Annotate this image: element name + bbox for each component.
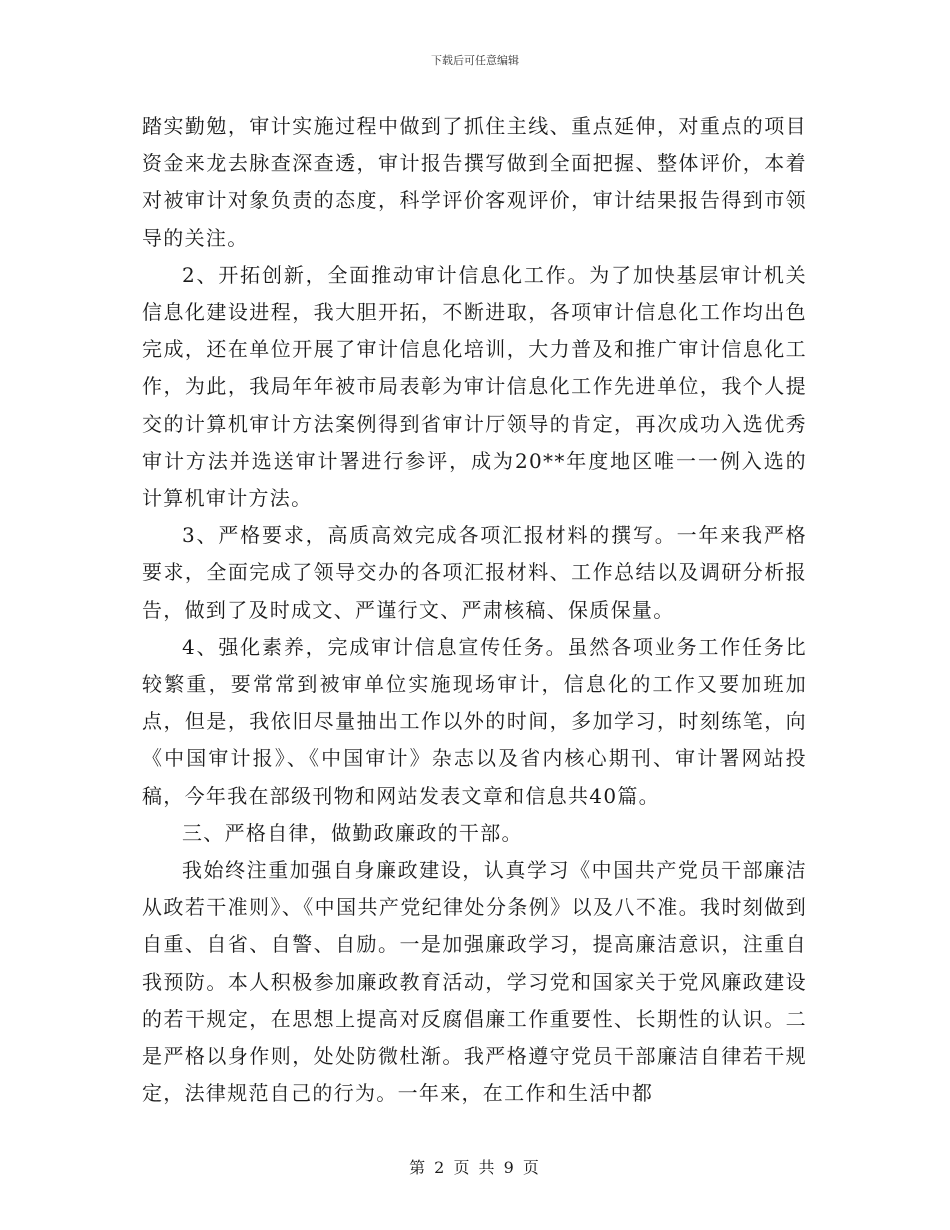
paragraph-item-2: 2、开拓创新，全面推动审计信息化工作。为了加快基层审计机关信息化建设进程，我大胆开拓，不断进取，各项审计信息化工作均出色完成，还在单位开展了审计信息化培训，大力普及和推广审计信息化工作，为此，我局年年被市局表彰为审计信息化工作先进单位，我个人提交的计算机审计方法案例得到省审计厅领导的肯定，再次成功入选优秀审计方法并选送审计署进行参评，成为20**年度地区唯一一例入选的计算机审计方法。 bbox=[142, 262, 807, 511]
paragraph-self-discipline: 我始终注重加强自身廉政建设，认真学习《中国共产党员干部廉洁从政若干准则》、《中国共产党纪律处分条例》以及八不准。我时刻做到自重、自省、自警、自励。一是加强廉政学习，提高廉洁意识，注重自我预防。本人积极参加廉政教育活动，学习党和国家关于党风廉政建设的若干规定，在思想上提高对反腐倡廉工作重要性、长期性的认识。二是严格以身作则，处处防微杜渐。我严格遵守党员干部廉洁自律若干规定，法律规范自己的行为。一年来，在工作和生活中都 bbox=[142, 858, 807, 1106]
document-body bbox=[142, 108, 807, 1112]
page-number-footer: 第 2 页 共 9 页 bbox=[409, 1158, 541, 1177]
section-heading-3: 三、严格自律，做勤政廉政的干部。 bbox=[182, 820, 523, 845]
paragraph-item-3: 3、严格要求，高质高效完成各项汇报材料的撰写。一年来我严格要求，全面完成了领导交办的各项汇报材料、工作总结以及调研分析报告，做到了及时成文、严谨行文、严肃核稿、保质保量。 bbox=[142, 523, 807, 622]
paragraph-item-4: 4、强化素养，完成审计信息宣传任务。虽然各项业务工作任务比较繁重，要常常到被审单位实施现场审计，信息化的工作又要加班加点，但是，我依旧尽量抽出工作以外的时间，多加学习，时刻练笔，向《中国审计报》、《中国审计》杂志以及省内核心期刊、审计署网站投稿，今年我在部级刊物和网站发表文章和信息共40篇。 bbox=[142, 634, 807, 808]
page-header: 下载后可任意编辑 bbox=[431, 54, 519, 67]
paragraph-continued: 踏实勤勉，审计实施过程中做到了抓住主线、重点延伸，对重点的项目资金来龙去脉查深查透，审计报告撰写做到全面把握、整体评价，本着对被审计对象负责的态度，科学评价客观评价，审计结果报告得到市领导的关注。 bbox=[142, 114, 807, 250]
